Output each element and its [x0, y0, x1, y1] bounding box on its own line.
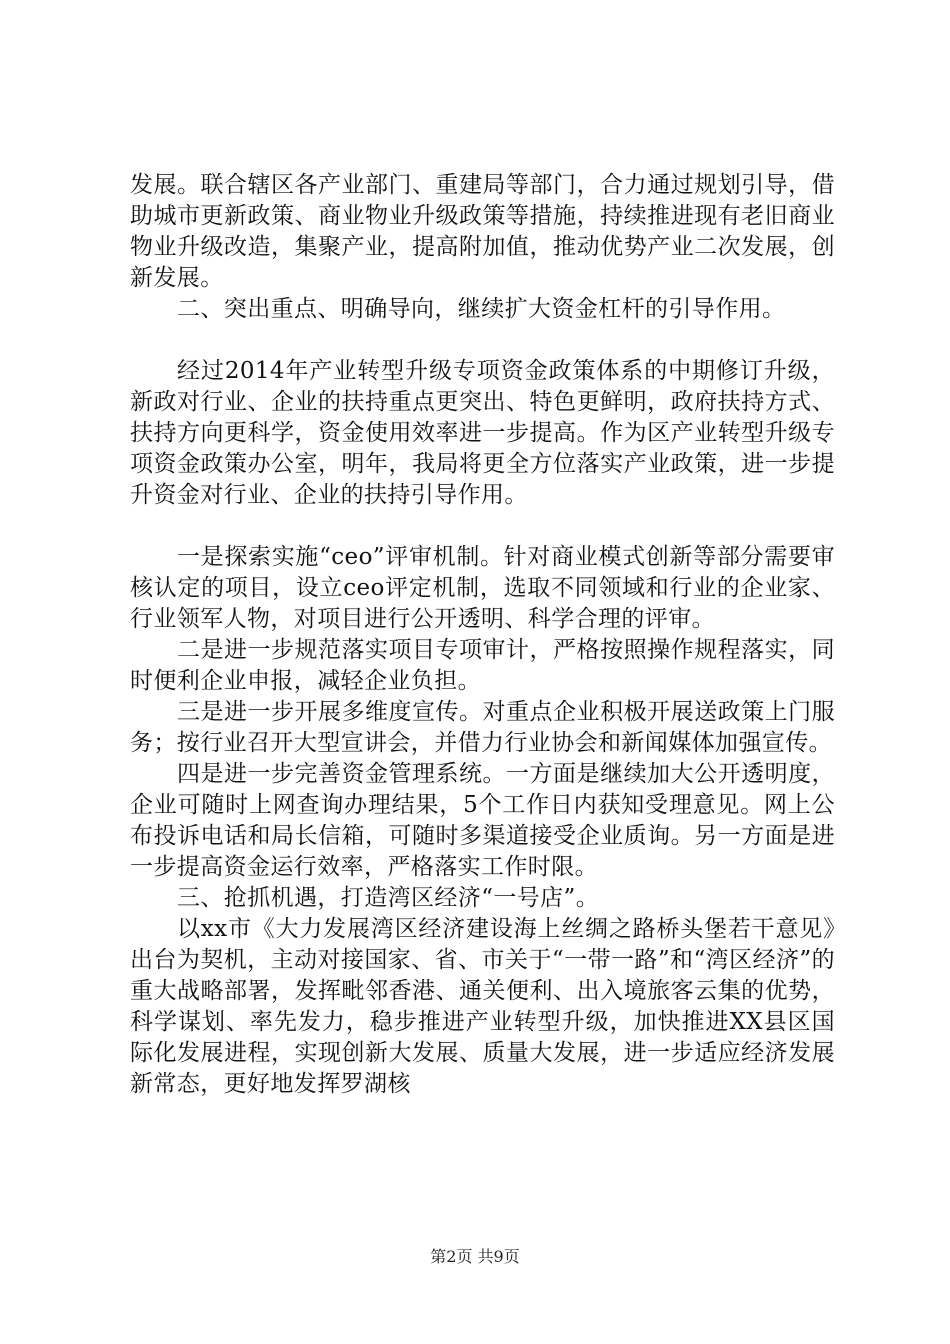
- list-item-ceo-review: 一是探索实施“ceo”评审机制。针对商业模式创新等部分需要审核认定的项目，设立ceo评定机制，选取不同领域和行业的企业家、行业领军人物，对项目进行公开透明、科学合理的评审。: [130, 544, 835, 632]
- section-heading-2: 二、突出重点、明确导向，继续扩大资金杠杆的引导作用。: [177, 296, 786, 322]
- paragraph-continuation: 发展。联合辖区各产业部门、重建局等部门，合力通过规划引导，借助城市更新政策、商业物业升级政策等措施，持续推进现有老旧商业物业升级改造，集聚产业，提高附加值，推动优势产业二次发展，创新发展。: [130, 172, 835, 291]
- paragraph-bay-area: 以xx市《大力发展湾区经济建设海上丝绸之路桥头堡若干意见》出台为契机，主动对接国家、省、市关于“一带一路”和“湾区经济”的重大战略部署，发挥毗邻香港、通关便利、出入境旅客云集的优势，科学谋划、率先发力，稳步推进产业转型升级，加快推进XX县区国际化发展进程，实现创新大发展、质量大发展，进一步适应经济发展新常态，更好地发挥罗湖核: [130, 916, 835, 1097]
- list-item-publicity: 三是进一步开展多维度宣传。对重点企业积极开展送政策上门服务；按行业召开大型宣讲会，并借力行业协会和新闻媒体加强宣传。: [130, 699, 835, 756]
- document-body: [130, 170, 835, 1100]
- page-number-footer: 第2页 共9页: [430, 1247, 520, 1266]
- list-item-audit: 二是进一步规范落实项目专项审计，严格按照操作规程落实，同时便利企业申报，减轻企业负担。: [130, 637, 835, 694]
- paragraph-fund-policy: 经过2014年产业转型升级专项资金政策体系的中期修订升级，新政对行业、企业的扶持重点更突出、特色更鲜明，政府扶持方式、扶持方向更科学，资金使用效率进一步提高。作为区产业转型升级专项资金政策办公室，明年，我局将更全方位落实产业政策，进一步提升资金对行业、企业的扶持引导作用。: [130, 358, 835, 508]
- list-item-fund-system: 四是进一步完善资金管理系统。一方面是继续加大公开透明度，企业可随时上网查询办理结果，5个工作日内获知受理意见。网上公布投诉电话和局长信箱，可随时多渠道接受企业质询。另一方面是进一步提高资金运行效率，严格落实工作时限。: [130, 761, 835, 880]
- section-heading-3: 三、抢抓机遇，打造湾区经济“一号店”。: [177, 885, 600, 911]
